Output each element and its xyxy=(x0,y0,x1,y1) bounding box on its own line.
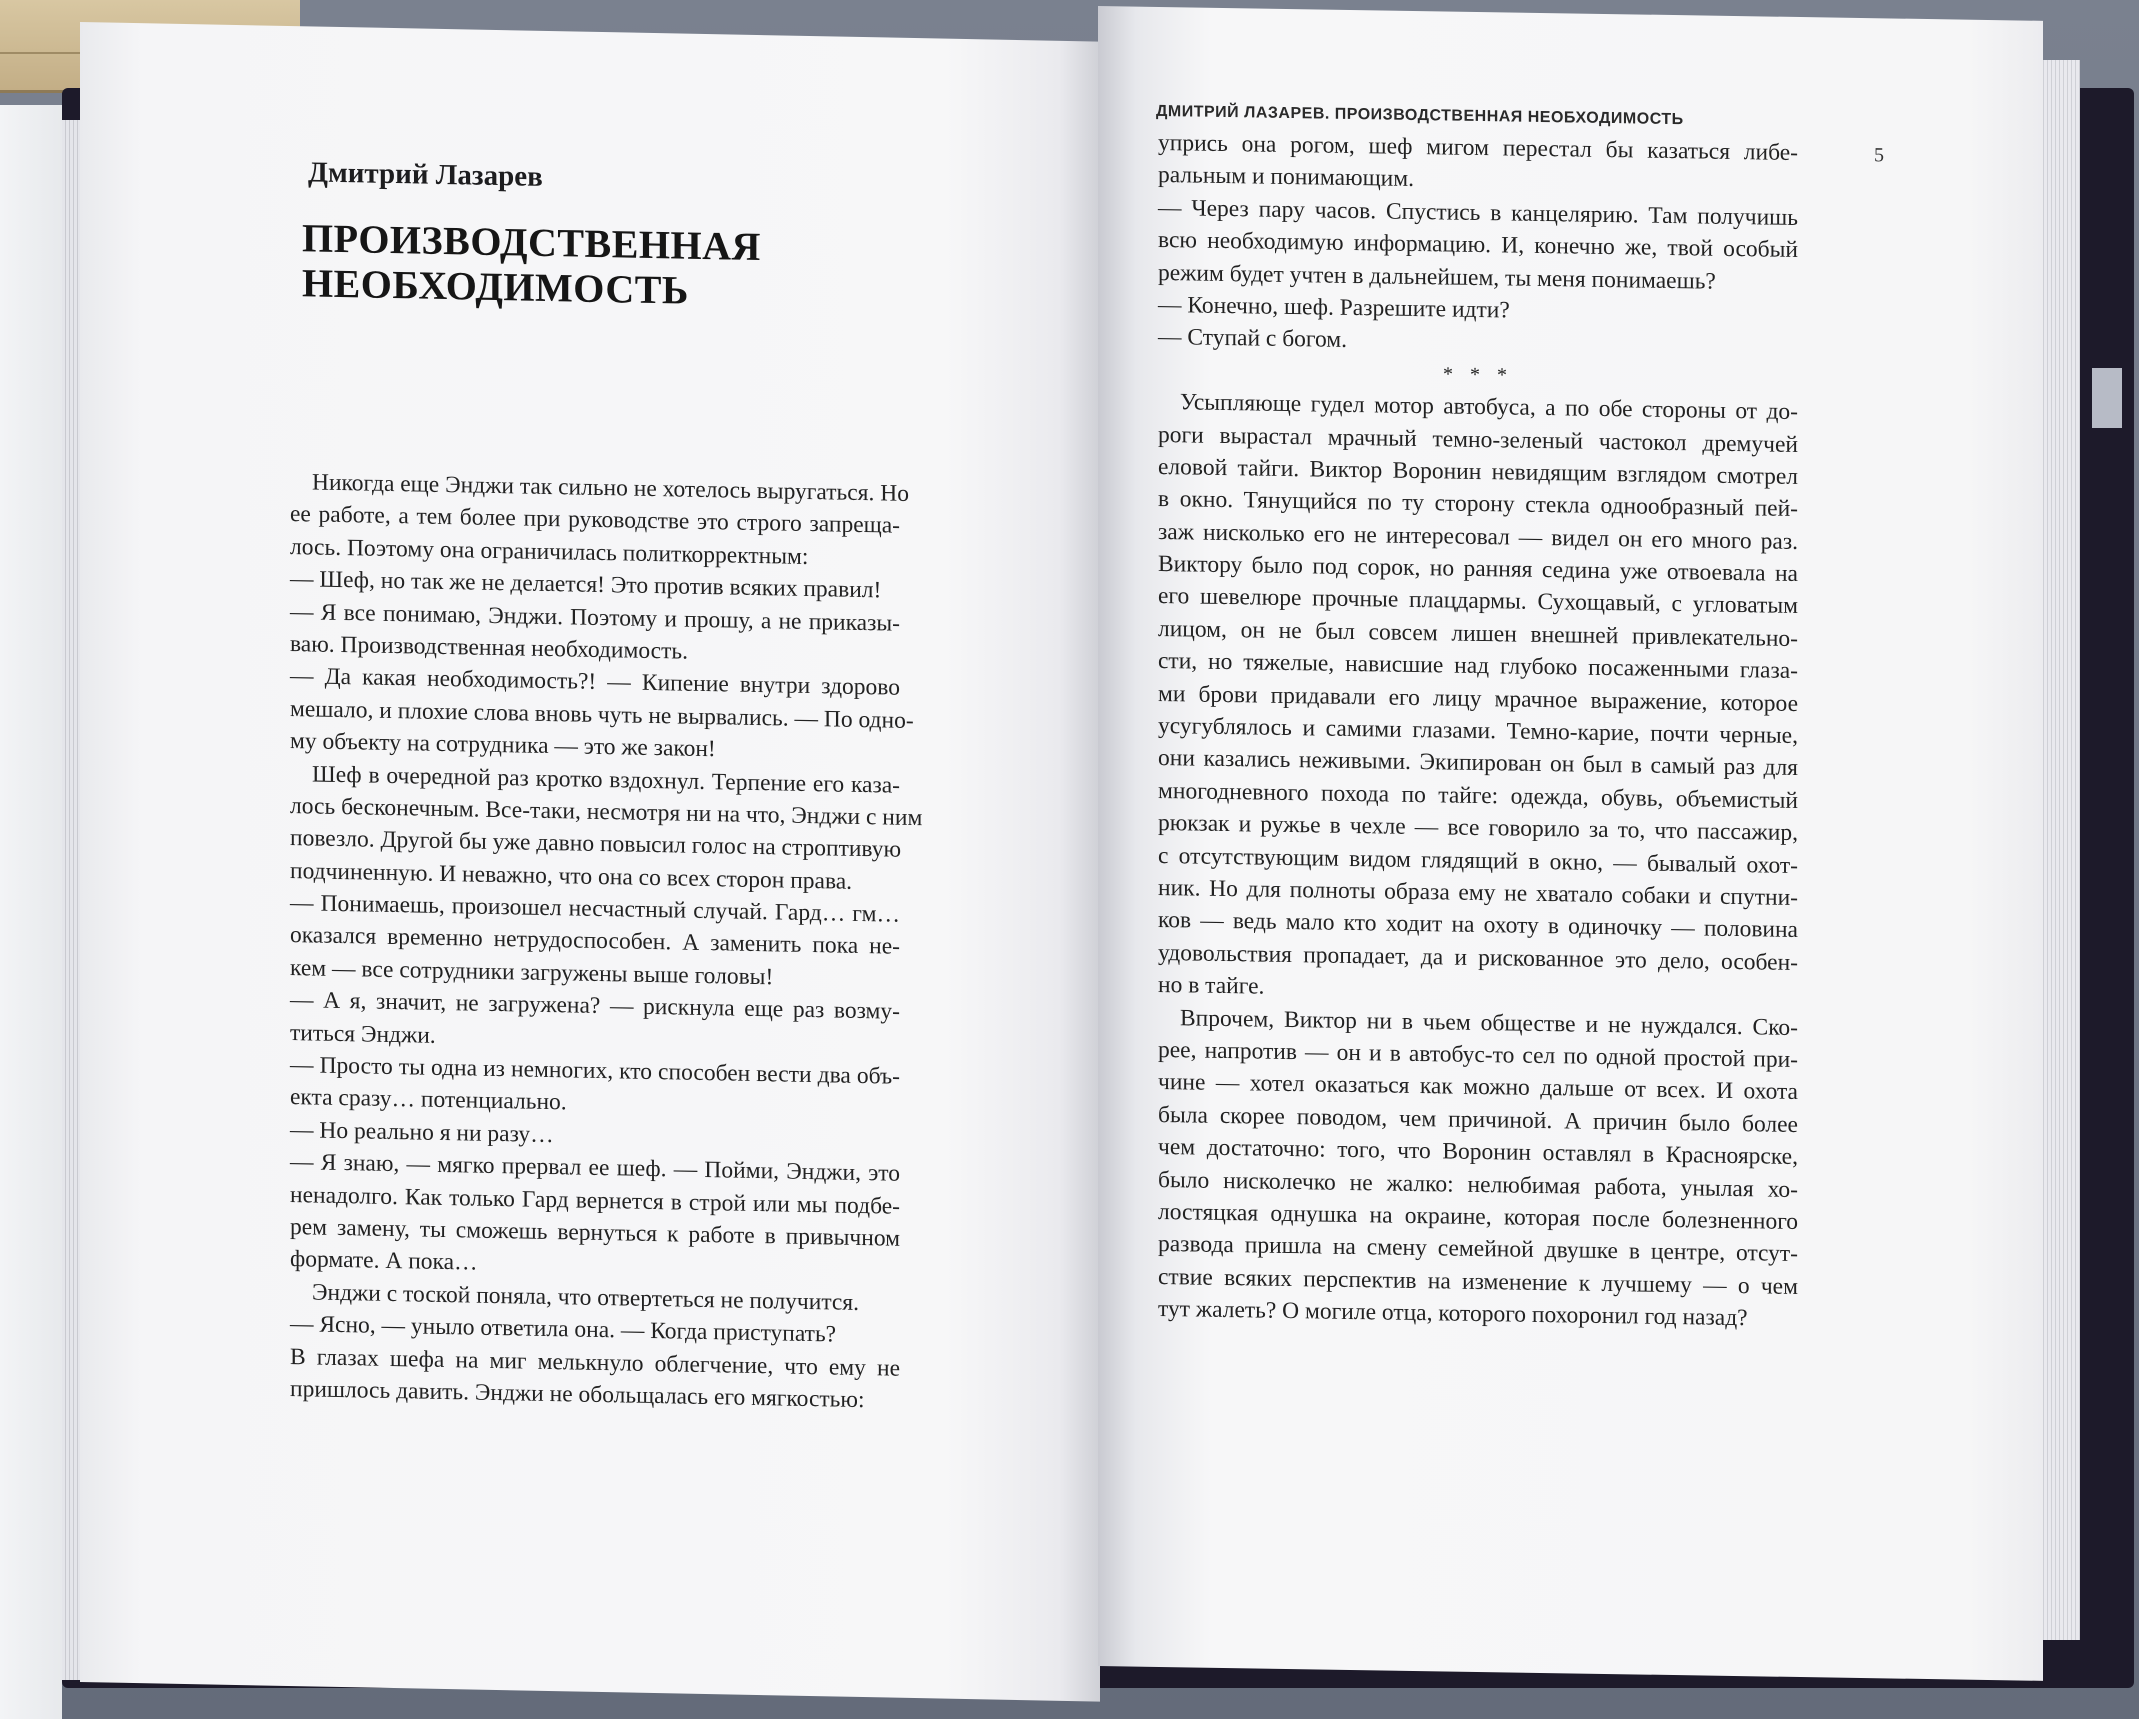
text-line: ваю. Производственная необходимость. xyxy=(290,630,688,665)
text-line: Усыпляюще гудел мотор автобуса, а по обе стороны от до- xyxy=(1180,389,1798,426)
text-line: — Я знаю, — мягко прервал ее шеф. — Пойми, Энджи, это xyxy=(290,1149,900,1187)
text-line: чем достаточно: того, что Воронин оставлял в Красноярске, xyxy=(1158,1134,1798,1171)
text-line: роги вырастал мрачный темно-зеленый частокол дремучей xyxy=(1158,421,1798,458)
text-line: Впрочем, Виктор ни в чьем обществе и не нуждался. Ско- xyxy=(1180,1004,1798,1041)
text-line: ми брови придавали его лицу мрачное выражение, которое xyxy=(1158,680,1798,717)
text-line: му объекту на сотрудника — это же закон! xyxy=(290,728,716,763)
white-paper-strip xyxy=(0,105,62,1719)
text-line: его шевелюре прочные плацдармы. Сухощавый, с угловатым xyxy=(1158,583,1798,620)
right-page-edges xyxy=(2040,60,2080,1640)
text-line: сти, но тяжелые, нависшие над глубоко посаженными глаза- xyxy=(1158,648,1798,685)
text-line: ненадолго. Как только Гард вернется в строй или мы подбе- xyxy=(290,1181,900,1220)
text-line: пришлось давить. Энджи не обольщалась его мягкостью: xyxy=(290,1375,865,1414)
text-line: — Ступай с богом. xyxy=(1158,324,1348,354)
title-line: НЕОБХОДИМОСТЬ xyxy=(302,260,689,313)
text-line: чине — хотел оказаться как можно дальше от всех. И охота xyxy=(1158,1069,1798,1106)
left-page-text xyxy=(290,466,923,1417)
text-line: Никогда еще Энджи так сильно не хотелось выругаться. Но xyxy=(312,469,909,507)
text-line: — А я, значит, не загружена? — рискнула еще раз возму- xyxy=(290,987,900,1025)
text-line: оказался временно нетрудоспособен. А заменить пока не- xyxy=(290,922,900,961)
text-line: режим будет учтен в дальнейшем, ты меня понимаешь? xyxy=(1158,259,1716,295)
text-line: в окно. Тянущийся по ту сторону стекла однообразный пей- xyxy=(1158,486,1798,523)
text-line: лицом, он не был совсем лишен внешней привлекательно- xyxy=(1158,615,1798,652)
text-line: — Да какая необходимость?! — Кипение внутри здорово xyxy=(290,663,900,702)
text-line: повезло. Другой бы уже давно повысил голос на строптивую xyxy=(290,825,902,864)
text-line: лостяцкая однушка на окраине, которая после болезненного xyxy=(1158,1198,1798,1235)
text-line: тут жалеть? О могиле отца, которого похоронил год назад? xyxy=(1158,1296,1748,1332)
text-line: усугублялось и самими глазами. Темно-карие, почти черные, xyxy=(1158,712,1798,750)
text-line: — Понимаешь, произошел несчастный случай. Гард… гм… xyxy=(290,890,900,928)
text-line: — Просто ты одна из немногих, кто способен вести два объ- xyxy=(290,1052,900,1090)
text-line: еловой тайги. Виктор Воронин невидящим взглядом смотрел xyxy=(1158,453,1798,490)
text-line: кем — все сотрудники загружены выше головы! xyxy=(290,954,774,991)
text-line: — Я все понимаю, Энджи. Поэтому и прошу, а не приказы- xyxy=(290,598,900,637)
author-name: Дмитрий Лазарев xyxy=(308,156,543,193)
text-line: заж нисколько его не интересовал — видел он его много раз. xyxy=(1158,518,1798,555)
text-line: — Шеф, но так же не делается! Это против всяких правил! xyxy=(290,566,882,604)
text-line: лось. Поэтому она ограничилась политкорректным: xyxy=(290,533,809,570)
text-line: Энджи с тоской поняла, что отвертеться не получится. xyxy=(312,1279,859,1316)
text-line: — Ясно, — уныло ответила она. — Когда приступать? xyxy=(290,1311,837,1348)
text-line: — Но реально я ни разу… xyxy=(290,1116,554,1148)
text-line: * * * xyxy=(1443,363,1513,387)
text-line: упрись она рогом, шеф мигом перестал бы казаться либе- xyxy=(1158,129,1798,166)
text-line: — Конечно, шеф. Разрешите идти? xyxy=(1158,291,1510,324)
text-line: ее работе, а тем более при руководстве это строго запреща- xyxy=(290,501,900,540)
text-line: развода пришла на смену семейной двушке в центре, отсут- xyxy=(1158,1231,1798,1268)
text-line: подчиненную. И неважно, что она со всех сторон права. xyxy=(290,857,853,895)
text-line: ков — ведь мало кто ходит на охоту в одиночку — половина xyxy=(1158,907,1798,944)
text-line: рем замену, ты сможешь вернуться к работе в привычном xyxy=(290,1214,900,1252)
text-line: они казались неживыми. Экипирован он был в самый раз для xyxy=(1158,745,1798,782)
text-line: было нисколечко не жалко: нелюбимая работа, унылая хо- xyxy=(1158,1166,1798,1203)
title-line: ПРОИЗВОДСТВЕННАЯ xyxy=(302,215,761,270)
text-line: но в тайге. xyxy=(1158,972,1265,1000)
text-line: рее, напротив — он и в автобус-то сел по одной простой при- xyxy=(1158,1036,1798,1073)
right-page-text xyxy=(1158,127,1798,1336)
page-number: 5 xyxy=(1874,144,1884,167)
left-page xyxy=(80,22,1100,1702)
text-line: ник. Но для полноты образа ему не хватало собаки и спутни- xyxy=(1158,874,1798,911)
text-line: удовольствия пропадает, да и рискованное это дело, особен- xyxy=(1158,939,1798,976)
text-line: всю необходимую информацию. И, конечно же, твой особый xyxy=(1158,227,1798,264)
text-line: В глазах шефа на миг мелькнуло облегчение, что ему не xyxy=(290,1343,900,1382)
cover-reflection xyxy=(2092,368,2122,428)
text-line: была скорее поводом, чем причиной. А причин было более xyxy=(1158,1101,1798,1138)
text-line: ральным и понимающим. xyxy=(1158,162,1414,193)
text-line: ствие всяких перспектив на изменение к лучшему — о чем xyxy=(1158,1263,1798,1300)
text-line: екта сразу… потенциально. xyxy=(290,1084,567,1116)
text-line: многодневного похода по тайге: одежда, обувь, объемистый xyxy=(1158,777,1798,814)
text-line: лось бесконечным. Все-таки, несмотря ни на что, Энджи с ним xyxy=(290,792,923,832)
text-line: — Через пару часов. Спустись в канцелярию. Там получишь xyxy=(1158,194,1798,231)
right-page xyxy=(1098,6,2043,1681)
text-line: рюкзак и ружье в чехле — все говорило за то, что пассажир, xyxy=(1158,810,1798,847)
text-line: Шеф в очередной раз кротко вздохнул. Терпение его каза- xyxy=(312,760,900,799)
running-head: ДМИТРИЙ ЛАЗАРЕВ. ПРОИЗВОДСТВЕННАЯ НЕОБХОДИМОСТЬ xyxy=(1156,102,1684,129)
text-line: с отсутствующим видом глядящий в окно, — бывалый охот- xyxy=(1158,842,1798,879)
text-line: титься Энджи. xyxy=(290,1019,436,1049)
text-line: мешало, и плохие слова вновь чуть не вырвались. — По одно- xyxy=(290,695,914,734)
text-line: формате. А пока… xyxy=(290,1246,478,1277)
story-title xyxy=(302,216,761,314)
text-line: Виктору было под сорок, но ранняя седина уже отвоевала на xyxy=(1158,551,1798,588)
